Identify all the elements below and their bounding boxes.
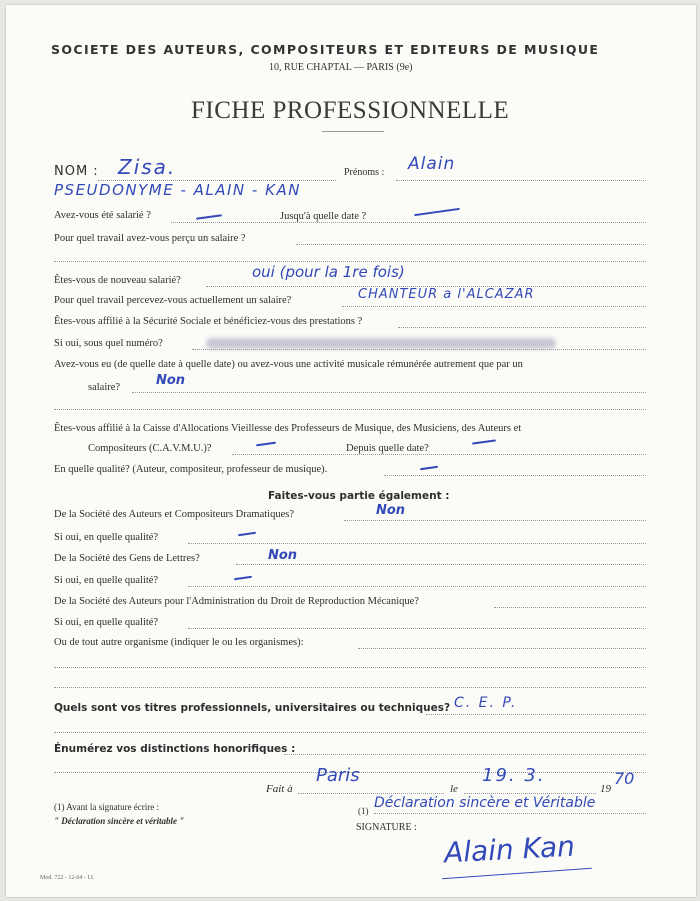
row-line [284, 754, 646, 755]
prenoms-value: Alain [408, 154, 456, 174]
cavmu-dash [256, 442, 276, 447]
sdrm-label: De la Société des Auteurs pour l'Administration du Droit de Reproduction Mécanique? [54, 596, 419, 607]
org-name: SOCIETE DES AUTEURS, COMPOSITEURS ET EDITEURS DE MUSIQUE [51, 42, 600, 57]
row-line [494, 607, 646, 608]
row-line [188, 543, 646, 544]
prenoms-line [396, 180, 646, 181]
sacd-qualite-dash [238, 532, 256, 536]
row-line [54, 732, 646, 733]
row-line [426, 714, 646, 715]
salarie-dash [196, 214, 222, 220]
salarie-label: Avez-vous été salarié ? [54, 210, 151, 221]
row-line [398, 327, 646, 328]
row-line [464, 793, 596, 794]
activite-label-1: Avez-vous eu (de quelle date à quelle date) ou avez-vous une activité musicale rémunérée autrement que par un [54, 359, 523, 370]
prenoms-label: Prénoms : [344, 167, 385, 178]
autre-label: Ou de tout autre organisme (indiquer le ou les organismes): [54, 637, 304, 648]
nouveau-salarie-label: Êtes-vous de nouveau salarié? [54, 275, 181, 286]
sgdl-value: Non [268, 548, 298, 563]
distinctions-label: Énumérez vos distinctions honorifiques : [54, 743, 296, 755]
row-line [374, 813, 646, 814]
section-heading: Faites-vous partie également : [268, 490, 450, 502]
row-line [232, 454, 646, 455]
row-line [236, 564, 646, 565]
row-line [54, 261, 646, 262]
row-line [188, 586, 646, 587]
depuis-label: Depuis quelle date? [346, 443, 429, 454]
signature-value: Alain Kan [443, 829, 576, 870]
pseudonyme-value: PSEUDONYME - ALAIN - KAN [54, 181, 301, 199]
declaration-value: Déclaration sincère et Véritable [374, 795, 596, 811]
cavmu-label-2: Compositeurs (C.A.V.M.U.)? [88, 443, 212, 454]
annee-prefix: 19 [600, 783, 611, 795]
numero-label: Si oui, sous quel numéro? [54, 338, 163, 349]
form-sheet [6, 5, 696, 897]
note-marker: (1) [358, 806, 369, 816]
row-line [384, 475, 646, 476]
lieu-value: Paris [316, 765, 360, 786]
sdrm-qualite-label: Si oui, en quelle qualité? [54, 617, 159, 628]
row-line [192, 349, 646, 350]
jusqua-dash [414, 208, 460, 216]
depuis-dash [472, 439, 496, 444]
sgdl-qualite-dash [234, 576, 252, 580]
le-label: le [450, 783, 458, 795]
note-1: (1) Avant la signature écrire : [54, 802, 160, 812]
row-line [54, 687, 646, 688]
travail-salaire-label: Pour quel travail avez-vous perçu un salaire ? [54, 233, 246, 244]
sacd-qualite-label: Si oui, en quelle qualité? [54, 532, 159, 543]
fait-a-label: Fait à [266, 783, 293, 795]
nom-label: NOM : [54, 164, 99, 179]
signature-label: SIGNATURE : [356, 822, 417, 833]
jusqua-label: Jusqu'à quelle date ? [280, 211, 367, 222]
row-line [171, 222, 646, 223]
activite-label-2: salaire? [88, 382, 121, 393]
row-line [54, 409, 646, 410]
qualite-cavmu-dash [420, 466, 438, 470]
titres-value: C. E. P. [454, 695, 518, 711]
secu-label: Êtes-vous affilié à la Sécurité Sociale et bénéficiez-vous des prestations ? [54, 316, 363, 327]
page-title: FICHE PROFESSIONNELLE [191, 97, 510, 124]
row-line [296, 244, 646, 245]
note-2: " Déclaration sincère et véritable " [54, 816, 185, 826]
sgdl-qualite-label: Si oui, en quelle qualité? [54, 575, 159, 586]
titres-label: Quels sont vos titres professionnels, universitaires ou techniques? [54, 702, 451, 714]
org-address: 10, RUE CHAPTAL — PARIS (9e) [269, 62, 413, 73]
travail-actuel-value: CHANTEUR a l'ALCAZAR [358, 287, 535, 302]
form-reference: Mod. 722 - 12-64 - I.I. [40, 875, 95, 881]
annee-value: 70 [614, 769, 635, 788]
sacd-label: De la Société des Auteurs et Compositeurs Dramatiques? [54, 509, 294, 520]
redacted-number [206, 338, 556, 349]
row-line [132, 392, 646, 393]
activite-value: Non [156, 373, 186, 388]
travail-actuel-label: Pour quel travail percevez-vous actuellement un salaire? [54, 295, 292, 306]
row-line [188, 628, 646, 629]
title-underline [322, 131, 384, 132]
row-line [298, 793, 444, 794]
row-line [54, 667, 646, 668]
date-value: 19. 3. [482, 765, 546, 786]
sacd-value: Non [376, 503, 406, 518]
row-line [344, 520, 646, 521]
nom-value: Zisa. [118, 155, 177, 179]
row-line [342, 306, 646, 307]
row-line [358, 648, 646, 649]
cavmu-label-1: Êtes-vous affilié à la Caisse d'Allocations Vieillesse des Professeurs de Musique, des Musiciens, des Auteurs et [54, 423, 522, 434]
sgdl-label: De la Société des Gens de Lettres? [54, 553, 200, 564]
qualite-cavmu-label: En quelle qualité? (Auteur, compositeur, professeur de musique). [54, 464, 328, 475]
signature-underline [442, 868, 592, 879]
nouveau-salarie-value: oui (pour la 1re fois) [252, 263, 405, 281]
